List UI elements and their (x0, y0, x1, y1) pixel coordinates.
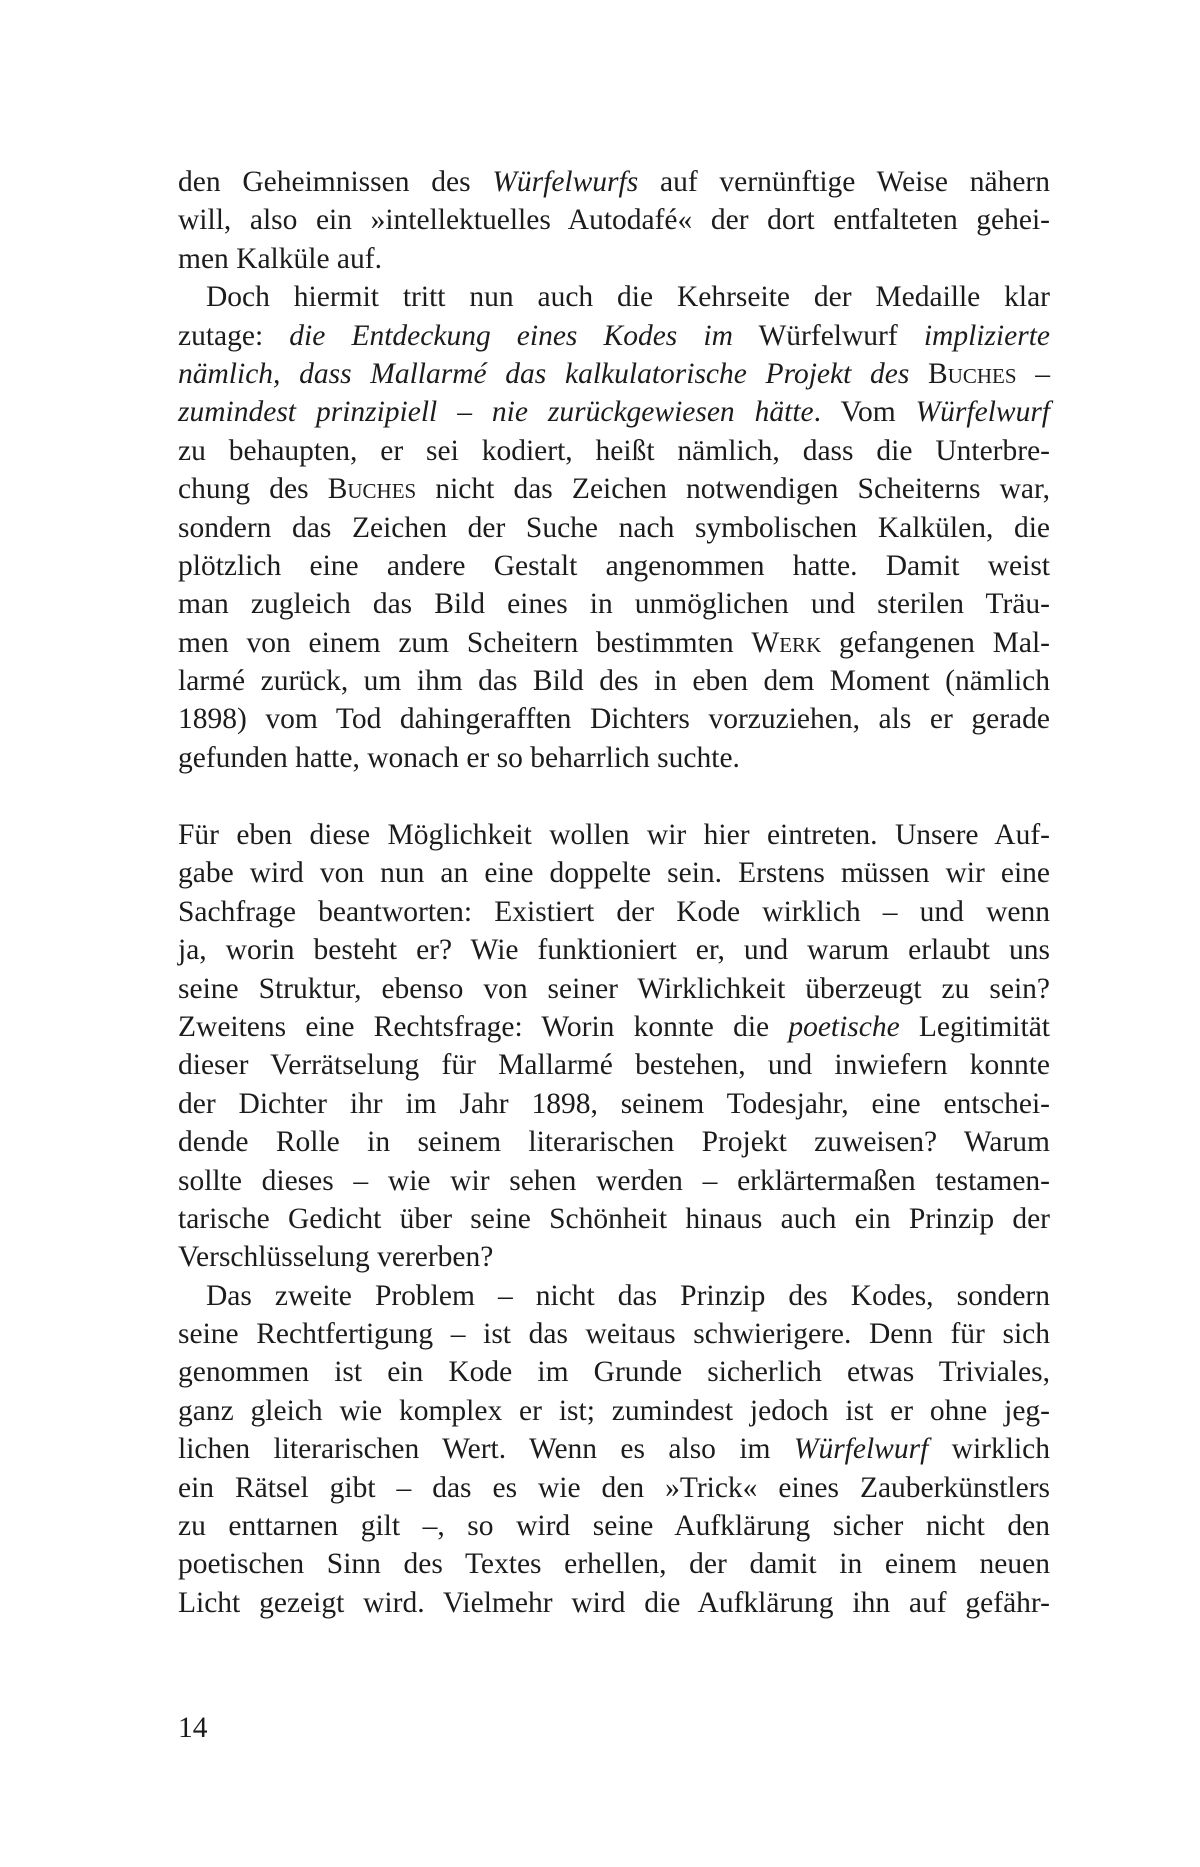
text-line (178, 1046, 1050, 1084)
text-span: gefangenen Mal- (821, 626, 1050, 659)
text-span: seine Struktur, ebenso von seiner Wirklichkeit überzeugt zu sein? (178, 972, 1050, 1005)
text-block-upper (178, 163, 1050, 777)
text-line (178, 1123, 1050, 1161)
text-line (178, 470, 1050, 508)
text-line (178, 1469, 1050, 1507)
text-span: 1898) vom Tod dahingerafften Dichters vorzuziehen, als er gerade (178, 703, 1050, 736)
text-line (178, 1315, 1050, 1353)
text-line (178, 432, 1050, 470)
paragraph-4 (178, 1277, 1050, 1623)
text-line (178, 1008, 1050, 1046)
text-line (178, 1392, 1050, 1430)
text-line (178, 355, 1050, 393)
text-span: man zugleich das Bild eines in unmöglichen und sterilen Träu- (178, 588, 1050, 621)
text-span: genommen ist ein Kode im Grunde sicherlich etwas Triviales, (178, 1356, 1050, 1389)
text-line (178, 739, 1050, 777)
small-caps-span: Werk (751, 626, 822, 659)
text-line (178, 662, 1050, 700)
italic-span: Würfelwurf (793, 1433, 929, 1466)
text-line (178, 700, 1050, 738)
text-span: seine Rechtfertigung – ist das weitaus schwierigere. Denn für sich (178, 1318, 1050, 1351)
page-number: 14 (178, 1712, 208, 1744)
text-span: Legitimität (899, 1010, 1050, 1043)
text-span: zutage: (178, 319, 290, 352)
text-span: gefunden hatte, wonach er so beharrlich suchte. (178, 741, 740, 774)
text-line (178, 317, 1050, 355)
text-line (178, 893, 1050, 931)
text-span: Das zweite Problem – nicht das Prinzip des Kodes, sondern (206, 1279, 1050, 1312)
paragraph-1 (178, 163, 1050, 278)
small-caps-span: Buches (928, 357, 1017, 390)
text-span: chung des (178, 473, 328, 506)
text-line (178, 240, 1050, 278)
italic-span: zumindest prinzipiell – nie zurückgewiesen hätte (178, 396, 814, 429)
text-span: poetischen Sinn des Textes erhellen, der damit in einem neuen (178, 1548, 1050, 1581)
text-span: zu enttarnen gilt –, so wird seine Aufklärung sicher nicht den (178, 1510, 1050, 1543)
text-span: Verschlüsselung vererben? (178, 1241, 494, 1274)
text-span: Doch hiermit tritt nun auch die Kehrseite der Medaille klar (206, 281, 1050, 314)
text-line (178, 509, 1050, 547)
text-line (178, 547, 1050, 585)
text-span: men von einem zum Scheitern bestimmten (178, 626, 752, 659)
text-span: Licht gezeigt wird. Vielmehr wird die Aufklärung ihn auf gefähr- (178, 1586, 1050, 1619)
text-span: den Geheimnissen des (178, 166, 493, 198)
text-block-lower (178, 816, 1050, 1622)
text-line (178, 1162, 1050, 1200)
italic-span: die Entdeckung eines Kodes im (289, 319, 733, 352)
text-line (178, 163, 1050, 201)
text-span: tarische Gedicht über seine Schönheit hinaus auch ein Prinzip der (178, 1202, 1050, 1235)
italic-span: nämlich, dass Mallarmé das kalkulatorische Projekt des (178, 357, 929, 390)
italic-span: – (1016, 357, 1050, 390)
text-line (178, 201, 1050, 239)
text-line (178, 1584, 1050, 1622)
text-span: dende Rolle in seinem literarischen Projekt zuweisen? Warum (178, 1126, 1050, 1159)
text-span: will, also ein »intellektuelles Autodafé« der dort entfalteten gehei- (178, 204, 1050, 237)
text-span: ganz gleich wie komplex er ist; zumindest jedoch ist er ohne jeg- (178, 1394, 1050, 1427)
text-span: Würfelwurf (732, 319, 924, 352)
small-caps-span: Buches (327, 473, 417, 506)
text-line (178, 585, 1050, 623)
text-line (178, 278, 1050, 316)
text-span: sollte dieses – wie wir sehen werden – erklärtermaßen testamen- (178, 1164, 1050, 1197)
paragraph-3 (178, 816, 1050, 1277)
text-line (178, 1085, 1050, 1123)
text-line (178, 1545, 1050, 1583)
text-span: sondern das Zeichen der Suche nach symbolischen Kalkülen, die (178, 511, 1050, 544)
text-span: gabe wird von nun an eine doppelte sein. Erstens müssen wir eine (178, 857, 1050, 890)
italic-span: implizierte (923, 319, 1050, 352)
text-line (178, 1238, 1050, 1276)
text-span: Für eben diese Möglichkeit wollen wir hier eintreten. Unsere Auf- (178, 819, 1050, 851)
text-line (178, 1430, 1050, 1468)
text-line (178, 1353, 1050, 1391)
text-span: wirklich (928, 1433, 1050, 1466)
text-span: men Kalküle auf. (178, 242, 382, 275)
text-span: ja, worin besteht er? Wie funktioniert er, und warum erlaubt uns (178, 934, 1050, 967)
text-span: auf vernünftige Weise nähern (638, 166, 1050, 198)
text-line (178, 1277, 1050, 1315)
text-line (178, 1200, 1050, 1238)
text-line (178, 393, 1050, 431)
text-span: plötzlich eine andere Gestalt angenommen hatte. Damit weist (178, 549, 1050, 582)
text-span: Zweitens eine Rechtsfrage: Worin konnte die (178, 1010, 789, 1043)
text-span: Sachfrage beantworten: Existiert der Kode wirklich – und wenn (178, 895, 1050, 928)
italic-span: poetische (788, 1010, 900, 1043)
text-line (178, 931, 1050, 969)
text-line (178, 970, 1050, 1008)
text-span: larmé zurück, um ihm das Bild des in eben dem Moment (nämlich (178, 665, 1050, 698)
text-span: dieser Verrätselung für Mallarmé bestehen, und inwiefern konnte (178, 1049, 1050, 1082)
text-span: der Dichter ihr im Jahr 1898, seinem Todesjahr, eine entschei- (178, 1087, 1050, 1120)
text-line (178, 816, 1050, 854)
paragraph-2 (178, 278, 1050, 777)
text-span: nicht das Zeichen notwendigen Scheiterns war, (416, 473, 1050, 506)
text-line (178, 854, 1050, 892)
italic-span: Würfelwurfs (492, 166, 639, 198)
text-span: lichen literarischen Wert. Wenn es also im (178, 1433, 794, 1466)
text-line (178, 1507, 1050, 1545)
italic-span: Würfelwurf (915, 396, 1051, 429)
text-span: zu behaupten, er sei kodiert, heißt nämlich, dass die Unterbre- (178, 434, 1050, 467)
text-span: ein Rätsel gibt – das es wie den »Trick« eines Zauberkünstlers (178, 1471, 1050, 1504)
text-span: . Vom (813, 396, 916, 429)
text-line (178, 624, 1050, 662)
